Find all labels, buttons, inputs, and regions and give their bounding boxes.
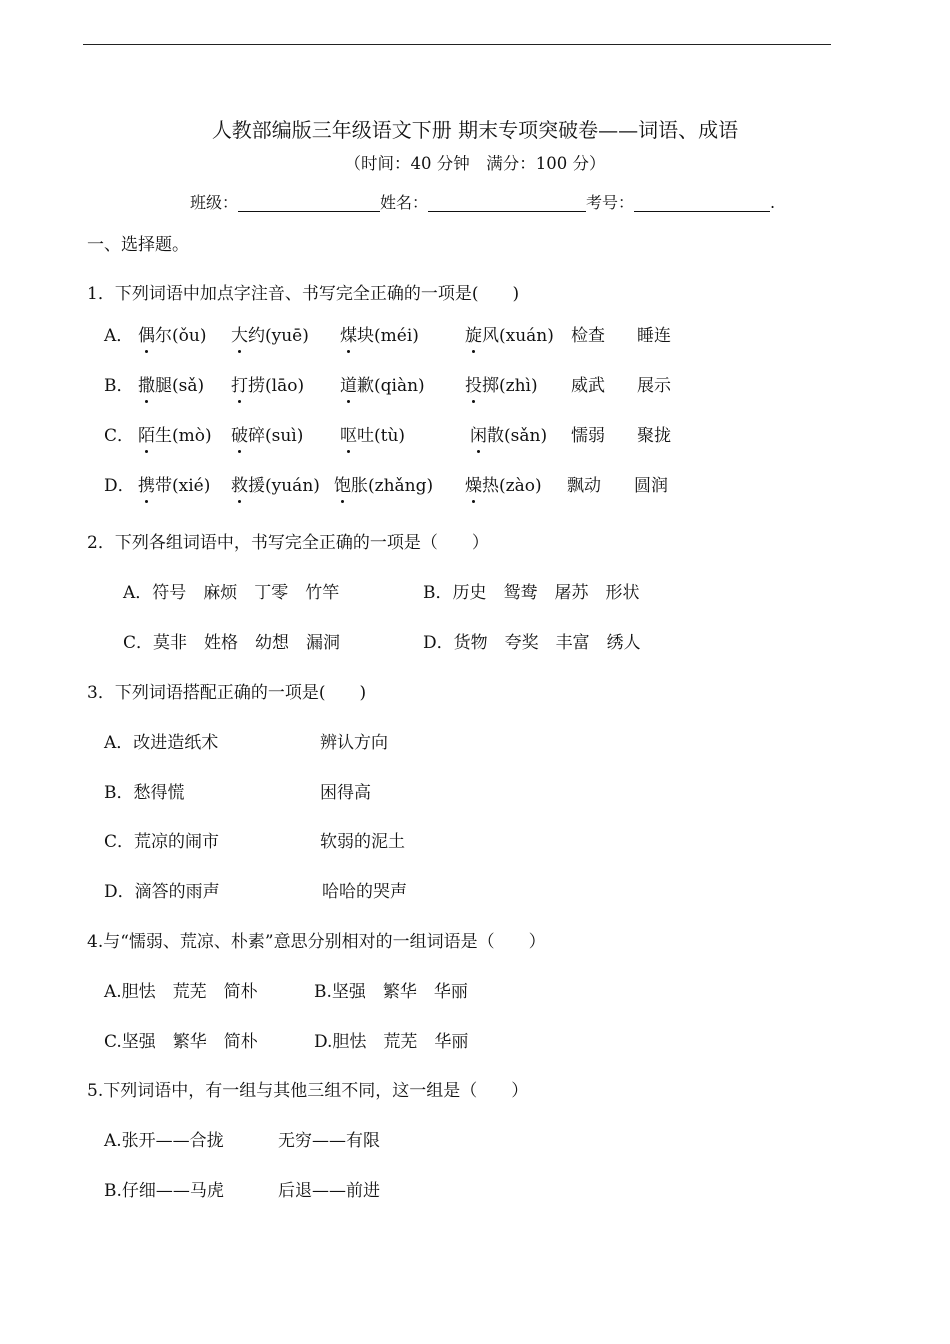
word: 道歉(qiàn) [340,371,425,396]
word: 呕吐(tù) [340,421,405,446]
q1-stem: 1．下列词语中加点字注音、书写完全正确的一项是( ) [87,284,520,304]
q5-stem: 5.下列词语中，有一组与其他三组不同，这一组是（ ） [87,1081,529,1101]
word: 懦弱 [571,426,605,446]
q2-option-a[interactable]: A．符号 麻烦 丁零 竹竿 [123,583,340,603]
q4-option-a[interactable]: A.胆怯 荒芜 简朴 [104,982,258,1002]
phrase: 辨认方向 [320,733,388,753]
class-label: 班级： [190,193,239,212]
name-blank[interactable] [428,193,586,212]
section-heading: 一、选择题。 [87,235,189,255]
word: 偶尔(ǒu) [138,321,206,346]
word: 携带(xié) [138,471,210,496]
option-label: D． [104,476,135,496]
phrase: A.张开——合拢 [104,1131,224,1151]
phrase: 后退——前进 [278,1181,380,1201]
word: 威武 [571,376,605,396]
word: 破碎(suì) [231,421,303,446]
word: 打捞(lāo) [231,371,304,396]
word: 大约(yuē) [231,321,309,346]
name-label: 姓名： [380,193,429,212]
phrase: B．愁得慌 [104,783,185,803]
q2-stem: 2．下列各组词语中，书写完全正确的一项是（ ） [87,533,489,553]
phrase: 哈哈的哭声 [322,882,407,902]
page-title: 人教部编版三年级语文下册 期末专项突破卷——词语、成语 [211,118,739,142]
q4-option-d[interactable]: D.胆怯 荒芜 华丽 [314,1032,469,1052]
q4-option-c[interactable]: C.坚强 繁华 简朴 [104,1032,258,1052]
q2-option-b[interactable]: B．历史 鸳鸯 屠苏 形状 [423,583,640,603]
word: 救援(yuán) [231,471,320,496]
phrase: 困得高 [320,783,371,803]
word: 圆润 [634,476,668,496]
phrase: C．荒凉的闹市 [104,832,220,852]
phrase: A．改进造纸术 [104,733,219,753]
class-blank[interactable] [238,193,380,212]
q2-option-d[interactable]: D．货物 夸奖 丰富 绣人 [423,633,641,653]
word: 聚拢 [637,426,671,446]
word: 饱胀(zhǎng) [334,471,433,496]
word: 飘动 [567,476,601,496]
q4-stem: 4.与“懦弱、荒凉、朴素”意思分别相对的一组词语是（ ） [87,932,546,952]
word: 检查 [571,326,605,346]
phrase: D．滴答的雨声 [104,882,220,902]
option-label: C． [104,426,135,446]
word: 投掷(zhì) [465,371,538,396]
word: 展示 [637,376,671,396]
phrase: 软弱的泥土 [320,832,405,852]
q4-option-b[interactable]: B.坚强 繁华 华丽 [314,982,468,1002]
q2-option-c[interactable]: C．莫非 姓格 幼想 漏洞 [123,633,341,653]
option-label: B． [104,376,134,396]
exam-no-label: 考号： [586,193,635,212]
option-label: A． [104,326,134,346]
exam-no-blank[interactable] [634,193,770,212]
word: 睡连 [637,326,671,346]
phrase: B.仔细——马虎 [104,1181,224,1201]
word: 闲散(sǎn) [470,421,547,446]
word: 旋风(xuán) [465,321,554,346]
word: 撒腿(sǎ) [138,371,204,396]
phrase: 无穷——有限 [278,1131,380,1151]
student-info-row [190,190,775,213]
word: 燥热(zào) [465,471,542,496]
word: 煤块(méi) [340,321,419,346]
top-rule [83,44,831,45]
word: 陌生(mò) [138,421,212,446]
exam-subtitle: （时间：40 分钟 满分：100 分） [344,154,606,173]
end-mark: . [770,193,776,212]
q3-stem: 3．下列词语搭配正确的一项是( ) [87,683,367,703]
